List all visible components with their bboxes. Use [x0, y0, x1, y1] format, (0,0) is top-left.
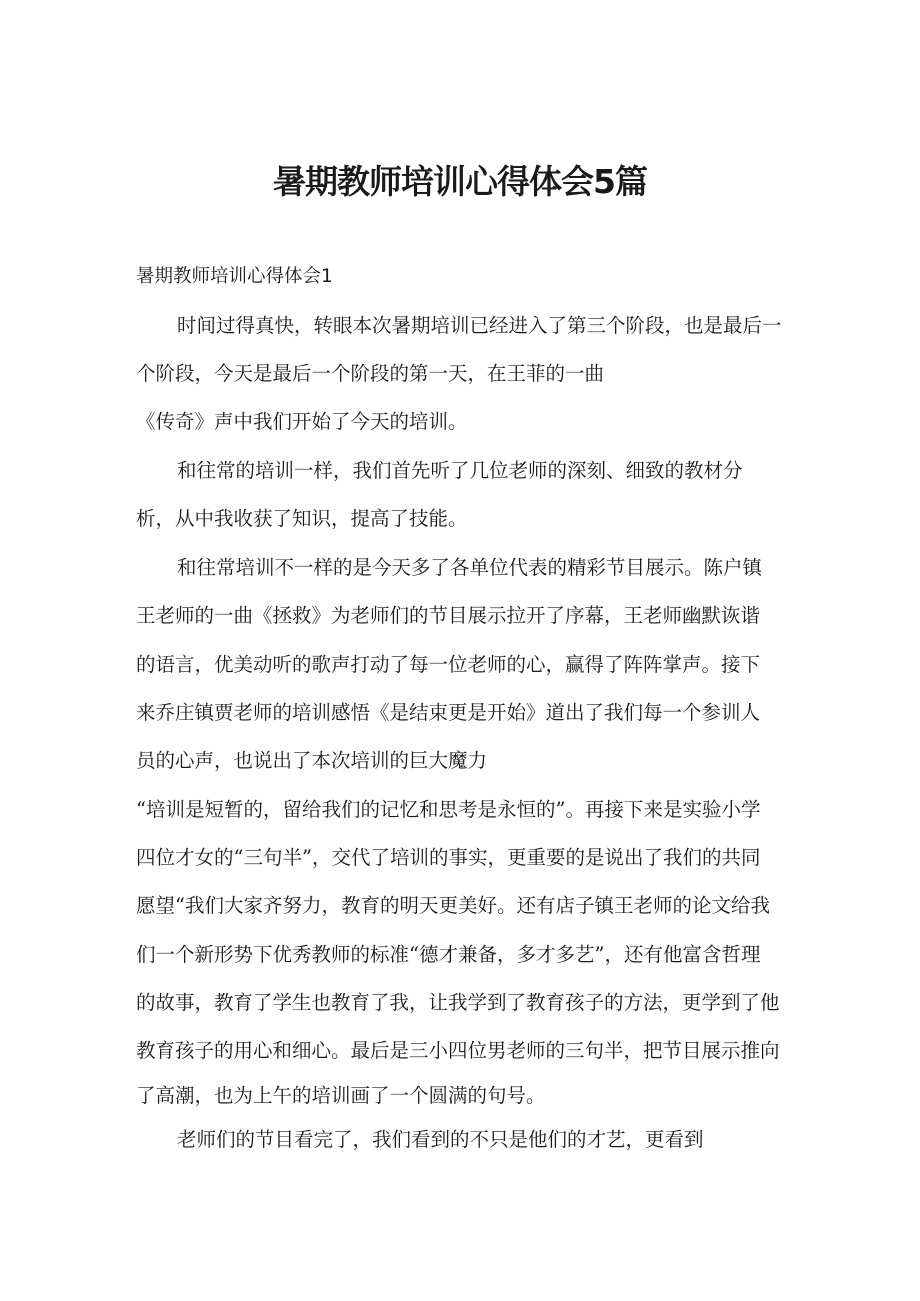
paragraph-line: 《传奇》声中我们开始了今天的培训。 [136, 410, 468, 433]
paragraph-line: 的语言，优美动听的歌声打动了每一位老师的心，赢得了阵阵掌声。接下 [136, 653, 761, 676]
document-title: 暑期教师培训心得体会5篇 [273, 162, 647, 201]
paragraph-line: 析，从中我收获了知识，提高了技能。 [136, 507, 468, 530]
paragraph-line: 的故事，教育了学生也教育了我，让我学到了教育孩子的方法，更学到了他 [136, 991, 780, 1014]
paragraph-line: 四位才女的“三句半”，交代了培训的事实，更重要的是说出了我们的共同 [136, 846, 761, 869]
section-heading: 暑期教师培训心得体会1 [136, 266, 333, 287]
paragraph-line: 时间过得真快，转眼本次暑期培训已经进入了第三个阶段，也是最后一 [177, 314, 782, 337]
paragraph-line: 和往常培训不一样的是今天多了各单位代表的精彩节目展示。陈户镇 [177, 556, 763, 579]
paragraph-line: 们一个新形势下优秀教师的标准“德才兼备，多才多艺”，还有他富含哲理 [136, 943, 761, 966]
paragraph-line: “培训是短暂的，留给我们的记忆和思考是永恒的”。再接下来是实验小学 [136, 798, 761, 821]
paragraph-line: 愿望“我们大家齐努力，教育的明天更美好。还有店子镇王老师的论文给我 [136, 894, 770, 917]
paragraph-line: 教育孩子的用心和细心。最后是三小四位男老师的三句半，把节目展示推向 [136, 1039, 780, 1062]
paragraph-line: 和往常的培训一样，我们首先听了几位老师的深刻、细致的教材分 [177, 459, 743, 482]
paragraph-line: 来乔庄镇贾老师的培训感悟《是结束更是开始》道出了我们每一个参训人 [136, 701, 761, 724]
paragraph-line: 了高潮，也为上午的培训画了一个圆满的句号。 [136, 1084, 546, 1107]
paragraph-line: 王老师的一曲《拯救》为老师们的节目展示拉开了序幕，王老师幽默诙谐 [136, 604, 761, 627]
paragraph-line: 个阶段，今天是最后一个阶段的第一天，在王菲的一曲 [136, 362, 605, 385]
paragraph-line: 老师们的节目看完了，我们看到的不只是他们的才艺，更看到 [177, 1128, 704, 1151]
paragraph-line: 员的心声，也说出了本次培训的巨大魔力 [136, 749, 488, 772]
